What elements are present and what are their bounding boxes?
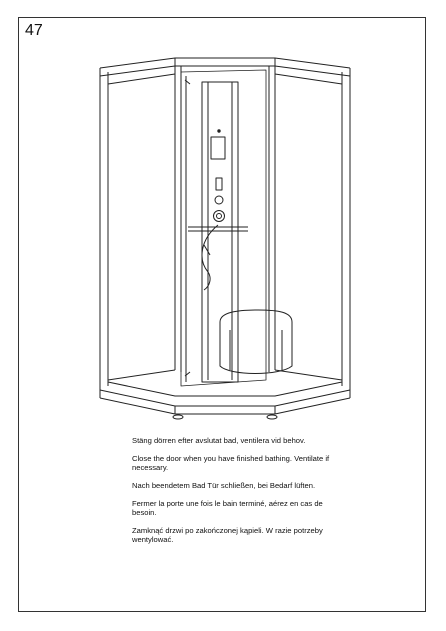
instruction-de: Nach beendetem Bad Tür schließen, bei Bedarf lüften. [132,481,316,490]
instruction-en: Close the door when you have finished bathing. Ventilate if necessary. [132,454,330,472]
instruction-sv: Stäng dörren efter avslutat bad, ventilera vid behov. [132,436,306,445]
shower-cabin-illustration [80,50,370,422]
instruction-fr: Fermer la porte une fois le bain terminé, aérez en cas de besoin. [132,499,323,517]
instruction-pl: Zamknąć drzwi po zakończonej kąpieli. W razie potrzeby wentylować. [132,526,323,544]
instructions-block [132,436,342,553]
page-number: 47 [25,22,43,39]
